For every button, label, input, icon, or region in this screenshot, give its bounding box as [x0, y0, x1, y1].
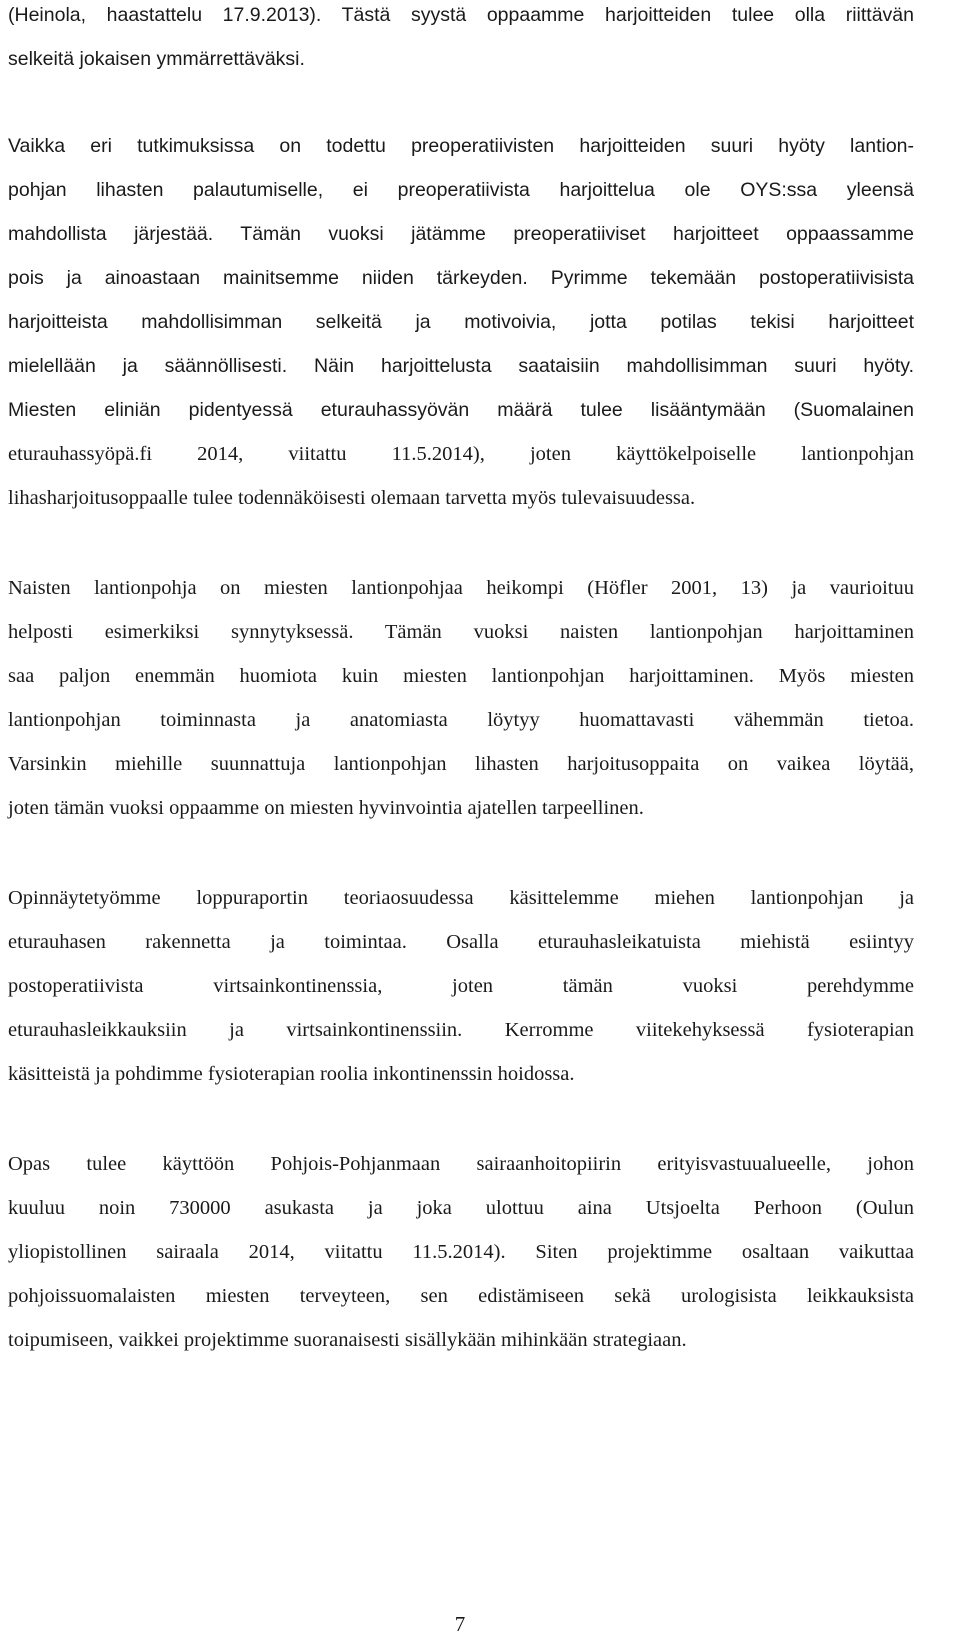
text-line: Varsinkin miehille suunnattuja lantionpohjan lihasten harjoitusoppaita on vaikea löytää,	[8, 753, 914, 775]
page-number: 7	[454, 1612, 466, 1636]
text-line: yliopistollinen sairaala 2014, viitattu 11.5.2014). Siten projektimme osaltaan vaikuttaa	[8, 1241, 914, 1263]
text-line: Naisten lantionpohja on miesten lantionpohjaa heikompi (Höfler 2001, 13) ja vaurioituu	[8, 577, 914, 599]
text-line: mielellään ja säännöllisesti. Näin harjoittelusta saataisiin mahdollisimman suuri hyöty.	[8, 355, 914, 377]
text-line: saa paljon enemmän huomiota kuin miesten lantionpohjan harjoittaminen. Myös miesten	[8, 665, 914, 687]
text-line: toipumiseen, vaikkei projektimme suoranaisesti sisällykään mihinkään strategiaan.	[8, 1329, 687, 1351]
text-line: käsitteistä ja pohdimme fysioterapian roolia inkontinenssin hoidossa.	[8, 1063, 575, 1085]
paragraph-2	[8, 124, 914, 520]
text-line: selkeitä jokaisen ymmärrettäväksi.	[8, 48, 305, 70]
text-line: eturauhasen rakennetta ja toimintaa. Osalla eturauhasleikatuista miehistä esiintyy	[8, 931, 914, 953]
text-line: Opinnäytetyömme loppuraportin teoriaosuudessa käsittelemme miehen lantionpohjan ja	[8, 887, 914, 909]
text-line: Vaikka eri tutkimuksissa on todettu preoperatiivisten harjoitteiden suuri hyöty lantion-	[8, 135, 914, 157]
text-line: helposti esimerkiksi synnytyksessä. Tämän vuoksi naisten lantionpohjan harjoittaminen	[8, 621, 914, 643]
paragraph-3	[8, 566, 914, 830]
paragraph-5	[8, 1142, 914, 1362]
text-line: pohjan lihasten palautumiselle, ei preoperatiivista harjoittelua ole OYS:ssa yleensä	[8, 179, 914, 201]
text-line: Miesten eliniän pidentyessä eturauhassyövän määrä tulee lisääntymään (Suomalainen	[8, 399, 914, 421]
text-line: eturauhassyöpä.fi 2014, viitattu 11.5.2014), joten käyttökelpoiselle lantionpohjan	[8, 443, 914, 465]
text-line: joten tämän vuoksi oppaamme on miesten hyvinvointia ajatellen tarpeellinen.	[8, 797, 644, 819]
text-line: mahdollista järjestää. Tämän vuoksi jätämme preoperatiiviset harjoitteet oppaassamme	[8, 223, 914, 245]
text-line: postoperatiivista virtsainkontinenssia, joten tämän vuoksi perehdymme	[8, 975, 914, 997]
text-line: pois ja ainoastaan mainitsemme niiden tärkeyden. Pyrimme tekemään postoperatiivisista	[8, 267, 914, 289]
text-line: pohjoissuomalaisten miesten terveyteen, sen edistämiseen sekä urologisista leikkauksista	[8, 1285, 914, 1307]
paragraph-1	[8, 0, 914, 81]
text-line: lihasharjoitusoppaalle tulee todennäköisesti olemaan tarvetta myös tulevaisuudessa.	[8, 487, 696, 509]
paragraph-4	[8, 876, 914, 1096]
text-line: eturauhasleikkauksiin ja virtsainkontinenssiin. Kerromme viitekehyksessä fysioterapian	[8, 1019, 914, 1041]
text-line: (Heinola, haastattelu 17.9.2013). Tästä syystä oppaamme harjoitteiden tulee olla riittävän	[8, 4, 914, 26]
text-line: lantionpohjan toiminnasta ja anatomiasta löytyy huomattavasti vähemmän tietoa.	[8, 709, 914, 731]
text-line: harjoitteista mahdollisimman selkeitä ja motivoivia, jotta potilas tekisi harjoitteet	[8, 311, 914, 333]
text-line: Opas tulee käyttöön Pohjois-Pohjanmaan sairaanhoitopiirin erityisvastuualueelle, johon	[8, 1153, 914, 1175]
text-line: kuuluu noin 730000 asukasta ja joka ulottuu aina Utsjoelta Perhoon (Oulun	[8, 1197, 914, 1219]
